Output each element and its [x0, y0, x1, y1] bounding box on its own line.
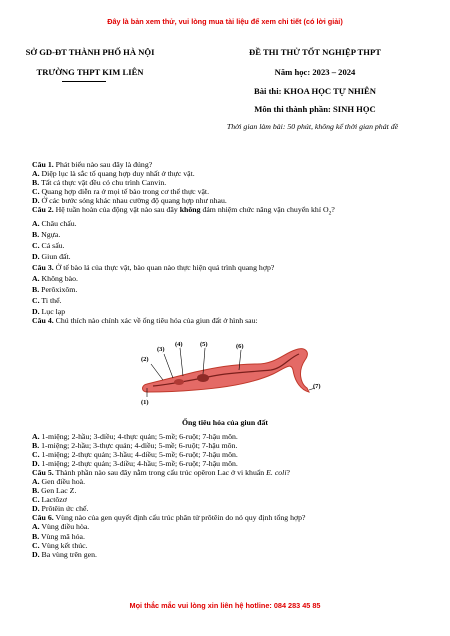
exam-subject-group: Bài thi: KHOA HỌC TỰ NHIÊN [254, 86, 376, 96]
department-name: SỞ GD-ĐT THÀNH PHỐ HÀ NỘI [25, 47, 155, 57]
q6-option-a: A. Vùng điều hòa. [32, 522, 90, 532]
question-6: Câu 6. Vùng nào của gen quyết định cấu trúc phân tử prôtêin do nó quy định tổng hợp? [32, 513, 306, 523]
q4-option-c: C. 1-miệng; 2-thực quản; 3-hầu; 4-diều; 5-mề; 6-ruột; 7-hậu môn. [32, 450, 238, 460]
preview-banner: Đây là bản xem thử, vui lòng mua tài liệu để xem chi tiết (có lời giải) [107, 17, 343, 26]
q3-option-b: B. Perôxixôm. [32, 285, 78, 295]
q3-option-a: A. Không bào. [32, 274, 78, 284]
q2-option-b: B. Ngựa. [32, 229, 61, 239]
q5-option-a: A. Gen điều hoà. [32, 477, 86, 487]
q1-option-c: C. Quang hợp diễn ra ở mọi tế bào trong cơ thể thực vật. [32, 187, 210, 197]
question-4: Câu 4. Chú thích nào chính xác về ống tiêu hóa của giun đất ở hình sau: [32, 316, 258, 326]
q6-option-d: D. Ba vùng trên gen. [32, 549, 97, 559]
question-2: Câu 2. Hệ tuần hoàn của động vật nào sau đây không đảm nhiệm chức năng vận chuyển khí $O_2$? [32, 205, 335, 217]
q6-option-c: C. Vùng kết thúc. [32, 540, 88, 550]
figure-label-3: (3) [157, 346, 165, 353]
figure-label-1: (1) [141, 399, 149, 406]
q4-option-d: D. 1-miệng; 2-thực quản; 3-diều; 4-hầu; 5-mề; 6-ruột; 7-hậu môn. [32, 459, 238, 469]
q5-option-c: C. Lactôzơ [32, 495, 67, 505]
figure-label-2: (2) [141, 356, 149, 363]
q1-option-a: A. Diệp lục là sắc tố quang hợp duy nhất ở thực vật. [32, 169, 195, 179]
exam-subject: Môn thi thành phần: SINH HỌC [254, 104, 376, 114]
q2-option-d: D. Giun đất. [32, 251, 71, 261]
question-1: Câu 1. Phát biểu nào sau đây là đúng? [32, 160, 153, 169]
figure-label-7: (7) [313, 383, 321, 390]
earthworm-digestive-tract-figure [133, 340, 323, 416]
q4-option-b: B. 1-miệng; 2-hầu; 3-thực quản; 4-diều; 5-mề; 6-ruột; 7-hậu môn. [32, 441, 238, 451]
q3-option-d: D. Lục lạp [32, 307, 66, 317]
exam-title: ĐỀ THI THỬ TỐT NGHIỆP THPT [249, 47, 381, 57]
figure-label-5: (5) [200, 341, 208, 348]
q2-option-c: C. Cá sấu. [32, 240, 65, 250]
school-underline [62, 81, 106, 82]
questions-part-1 [32, 160, 432, 325]
q5-option-b: B. Gen Lac Z. [32, 486, 77, 496]
question-3: Câu 3. Ở tế bào lá của thực vật, bào quan nào thực hiện quá trình quang hợp? [32, 263, 275, 273]
q4-option-a: A. 1-miệng; 2-hầu; 3-diều; 4-thực quản; 5-mề; 6-ruột; 7-hậu môn. [32, 432, 238, 441]
questions-part-2 [32, 432, 432, 559]
q1-option-b: B. Tất cả thực vật đều có chu trình Canvin. [32, 178, 167, 188]
q5-option-d: D. Prôtêin ức chế. [32, 504, 89, 514]
q2-option-a: A. Châu chấu. [32, 218, 77, 228]
school-name: TRƯỜNG THPT KIM LIÊN [36, 67, 144, 77]
exam-time: Thời gian làm bài: 50 phút, không kể thời gian phát đề [226, 122, 399, 131]
q6-option-b: B. Vùng mã hóa. [32, 531, 85, 541]
figure-label-4: (4) [175, 341, 183, 348]
question-5: Câu 5. Thành phần nào sau đây nằm trong cấu trúc opêron Lac ở vi khuẩn E. coli? [32, 468, 290, 478]
figure-label-6: (6) [236, 343, 244, 350]
q1-option-d: D. Ở các bước sóng khác nhau cường độ quang hợp như nhau. [32, 196, 227, 206]
school-year: Năm học: 2023 – 2024 [274, 67, 356, 77]
hotline-banner: Mọi thắc mắc vui lòng xin liên hệ hotline: 084 283 45 85 [129, 601, 321, 610]
figure-caption: Ống tiêu hóa của giun đất [181, 418, 268, 427]
q3-option-c: C. Ti thể. [32, 296, 62, 306]
